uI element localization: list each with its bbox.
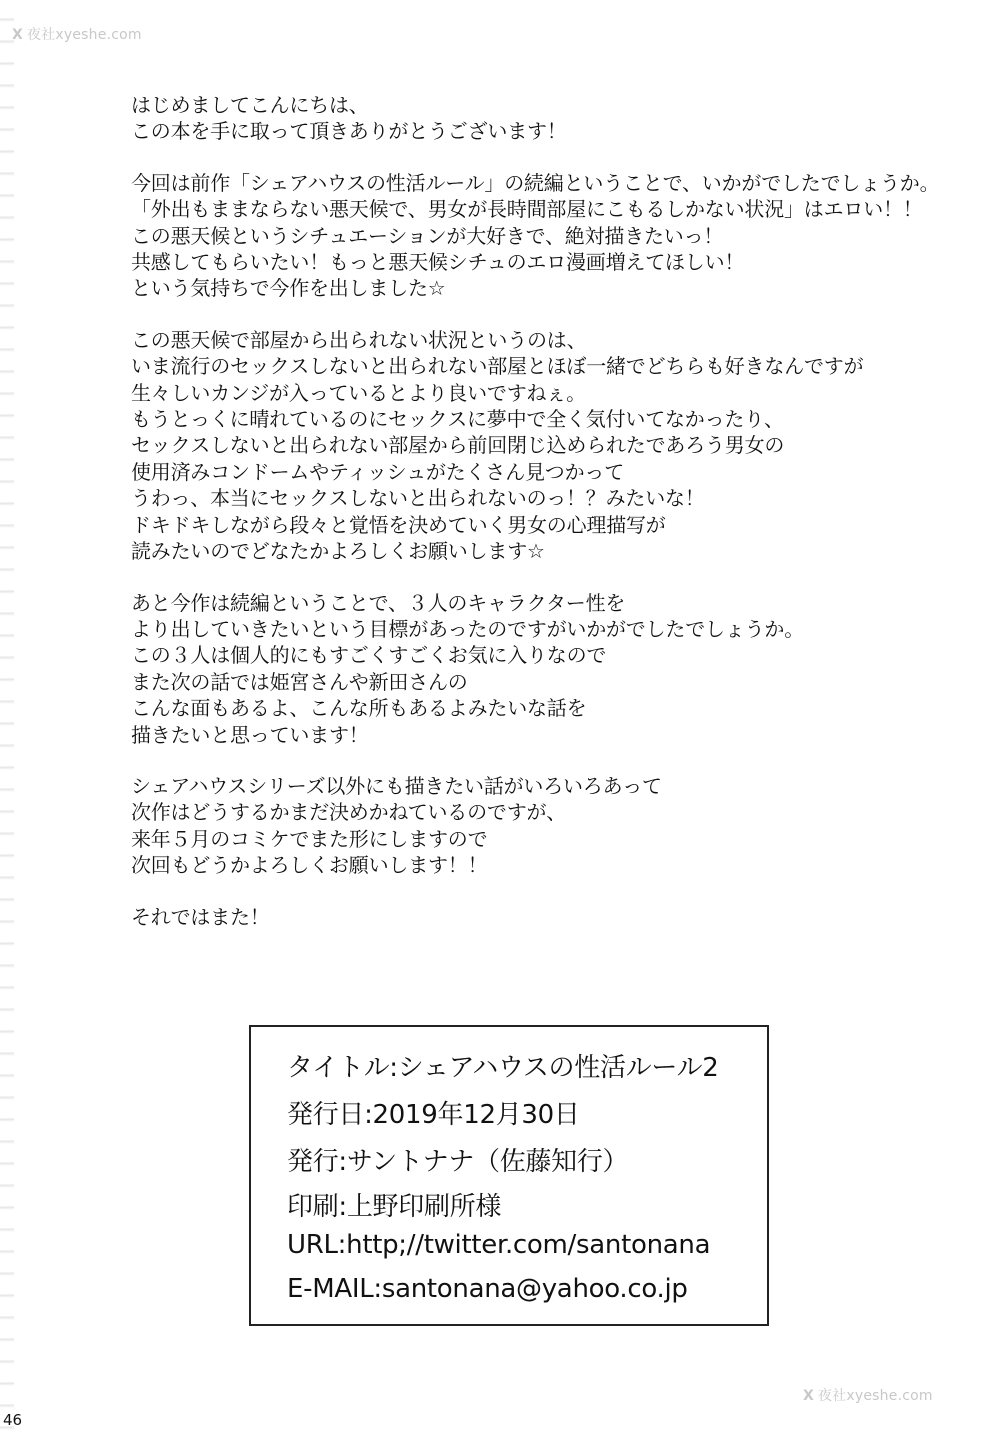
colophon-date: 発行日:2019年12月30日 xyxy=(287,1100,580,1130)
watermark-top xyxy=(12,24,142,44)
paragraph-6 xyxy=(131,904,971,930)
colophon-url: URL:http;//twitter.com/santonana xyxy=(287,1230,711,1260)
text-line: 今回は前作「シェアハウスの性活ルール」の続編ということで、いかがでしたでしょうか。 xyxy=(131,170,940,195)
paragraph-2 xyxy=(131,170,971,302)
text-line: もうとっくに晴れているのにセックスに夢中で全く気付いてなかったり、 xyxy=(131,407,784,432)
text-line: それではまた！ xyxy=(131,904,270,929)
colophon-printer: 印刷:上野印刷所様 xyxy=(287,1192,502,1222)
text-line: この本を手に取って頂きありがとうございます！ xyxy=(131,119,567,144)
text-line: この３人は個人的にもすごくすごくお気に入りなので xyxy=(131,643,607,668)
text-line: いま流行のセックスしないと出られない部屋とほぼ一緒でどちらも好きなんですが xyxy=(131,354,864,379)
text-line: という気持ちで今作を出しました☆ xyxy=(131,276,446,301)
colophon-box xyxy=(249,1025,769,1326)
text-line: 使用済みコンドームやティッシュがたくさん見つかって xyxy=(131,459,624,484)
paragraph-5 xyxy=(131,773,971,879)
watermark-top-text: 夜社xyeshe.com xyxy=(27,27,142,43)
watermark-x-icon: X xyxy=(803,1388,814,1404)
afterword-text xyxy=(131,92,971,930)
text-line: はじめましてこんにちは、 xyxy=(131,93,369,117)
watermark-bottom-text: 夜社xyeshe.com xyxy=(818,1388,933,1404)
paragraph-3 xyxy=(131,327,971,565)
text-line: シェアハウスシリーズ以外にも描きたい話がいろいろあって xyxy=(131,773,662,798)
text-line: ドキドキしながら段々と覚悟を決めていく男女の心理描写が xyxy=(131,512,666,537)
text-line: 来年５月のコミケでまた形にしますので xyxy=(131,826,488,851)
text-line: うわっ、本当にセックスしないと出られないのっ！？みたいな！ xyxy=(131,486,705,511)
text-line: 「外出もままならない悪天候で、男女が長時間部屋にこもるしかない状況」はエロい！！ xyxy=(131,197,923,222)
text-line: セックスしないと出られない部屋から前回閉じ込められたであろう男女の xyxy=(131,433,785,458)
text-line: より出していきたいという目標があったのですがいかがでしたでしょうか。 xyxy=(131,616,804,641)
page-number: 46 xyxy=(3,1411,23,1429)
text-line: あと今作は続編ということで、３人のキャラクター性を xyxy=(131,590,626,615)
paragraph-4 xyxy=(131,590,971,748)
paragraph-1 xyxy=(131,92,971,145)
watermark-bottom xyxy=(803,1385,933,1405)
colophon-title: タイトル:シェアハウスの性活ルール2 xyxy=(287,1053,719,1083)
text-line: この悪天候で部屋から出られない状況というのは、 xyxy=(131,327,587,352)
text-line: 読みたいのでどなたかよろしくお願いします☆ xyxy=(131,539,545,564)
colophon-email: E-MAIL:santonana@yahoo.co.jp xyxy=(287,1274,688,1304)
text-line: 次回もどうかよろしくお願いします！！ xyxy=(131,853,488,878)
text-line: 次作はどうするかまだ決めかねているのですが、 xyxy=(131,800,567,825)
text-line: 描きたいと思っています！ xyxy=(131,722,369,747)
text-line: 生々しいカンジが入っているとより良いですねぇ。 xyxy=(131,380,586,405)
page-edge-decoration xyxy=(0,0,14,1434)
text-line: この悪天候というシチュエーションが大好きで、絶対描きたいっ！ xyxy=(131,223,724,248)
colophon-publisher: 発行:サントナナ（佐藤知行） xyxy=(287,1147,629,1177)
text-line: また次の話では姫宮さんや新田さんの xyxy=(131,669,468,694)
text-line: 共感してもらいたい！もっと悪天候シチュのエロ漫画増えてほしい！ xyxy=(131,250,745,275)
watermark-x-icon: X xyxy=(12,27,23,43)
text-line: こんな面もあるよ、こんな所もあるよみたいな話を xyxy=(131,696,587,721)
